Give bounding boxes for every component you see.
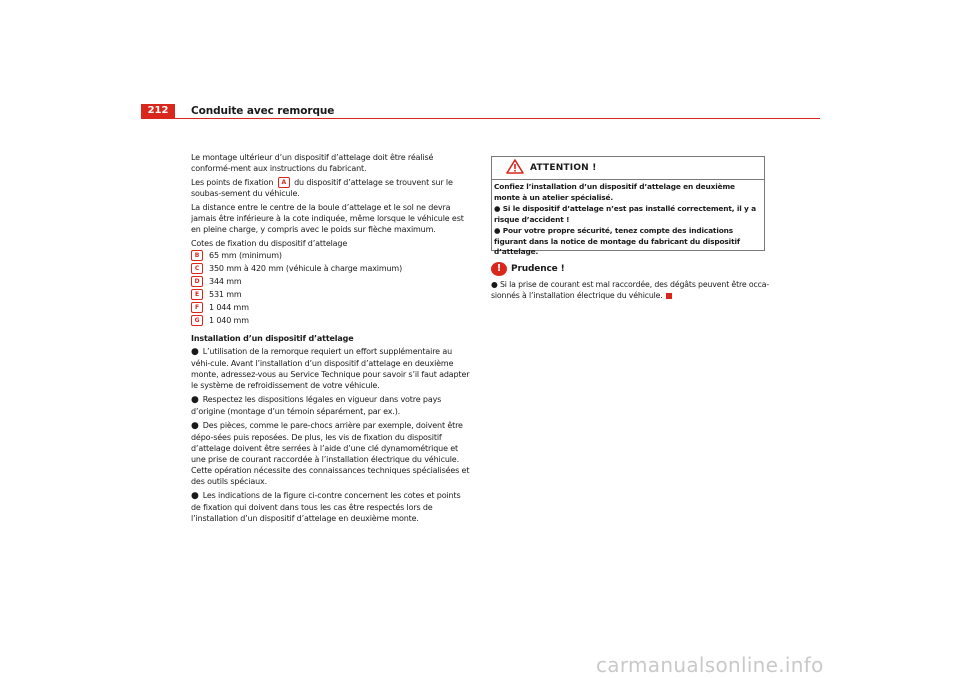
page-number: 212	[141, 104, 175, 118]
callout-a-badge: A	[278, 177, 290, 188]
list-item: E 531 mm	[191, 288, 471, 301]
callout-c-badge: C	[191, 263, 203, 274]
bullet-icon: ●	[494, 226, 503, 235]
list-item: G 1 040 mm	[191, 314, 471, 327]
callout-d-badge: D	[191, 276, 203, 287]
bullet-icon: ●	[191, 491, 199, 501]
attention-line: ● Pour votre propre sécurité, tenez compte des indications figurant dans la notice de montage du fabricant du dispositif d’attelage.	[494, 226, 740, 256]
callout-f-badge: F	[191, 302, 203, 313]
prudence-header	[491, 262, 771, 276]
list-item: F 1 044 mm	[191, 301, 471, 314]
attention-header	[492, 157, 764, 180]
dimensions-list	[191, 249, 471, 327]
bullet-item: ● L’utilisation de la remorque requiert un effort supplémentaire au véhi-cule. Avant l’installation d’un dispositif d’attelage en deuxième monte, adressez-vous au Service Technique pour savoir s’il faut adapter le système de refroidissement de votre véhicule.	[191, 347, 470, 390]
left-column	[191, 152, 471, 527]
dimensions-heading: Cotes de fixation du dispositif d’attelage	[191, 239, 348, 248]
watermark: carmanualsonline.info	[596, 653, 824, 677]
distance-paragraph: La distance entre le centre de la boule d’attelage et le sol ne devra jamais être inférieure à la cote indiquée, même lorsque le véhicule est en pleine charge, y compris avec le poids sur flèche maximum.	[191, 203, 464, 234]
bullet-item: ● Des pièces, comme le pare-chocs arrière par exemple, doivent être dépo-sées puis reposées. De plus, les vis de fixation du dispositif d’attelage doivent être serrées à l’aide d’une clé dynamométrique et une prise de courant raccordée à l’installation électrique du véhicule. Cette opération nécessite des connaissances techniques spécialisées et des outils spéciaux.	[191, 421, 470, 486]
callout-g-badge: G	[191, 315, 203, 326]
intro-paragraph: Le montage ultérieur d’un dispositif d’attelage doit être réalisé conformé-ment aux instructions du fabricant.	[191, 153, 434, 173]
bullet-icon: ●	[191, 347, 199, 357]
end-of-section-icon	[666, 293, 672, 299]
header-divider	[141, 118, 820, 119]
bullet-item: ● Les indications de la figure ci-contre concernent les cotes et points de fixation qui doivent dans tous les cas être respectés lors de l’installation d’un dispositif d’attelage en deuxième monte.	[191, 491, 461, 523]
warning-triangle-icon	[506, 159, 524, 177]
bullet-item: ● Respectez les dispositions légales en vigueur dans votre pays d’origine (montage d’un témoin séparément, par ex.).	[191, 395, 442, 416]
attention-line: Confiez l’installation d’un dispositif d’attelage en deuxième monte à un atelier spécialisé.	[494, 182, 735, 202]
page-title: Conduite avec remorque	[191, 105, 335, 117]
bullet-icon: ●	[191, 421, 199, 431]
bullet-icon: ●	[191, 395, 199, 405]
bullet-icon: ●	[494, 204, 503, 213]
caution-icon: !	[491, 262, 507, 276]
callout-b-badge: B	[191, 250, 203, 261]
prudence-title: Prudence !	[511, 263, 565, 274]
attention-line: ● Si le dispositif d’attelage n’est pas installé correctement, il y a risque d’accident !	[494, 204, 756, 224]
attention-body	[492, 180, 764, 258]
prudence-text: ● Si la prise de courant est mal raccordée, des dégâts peuvent être occa-sionnés à l’installation électrique du véhicule.	[491, 280, 770, 300]
callout-e-badge: E	[191, 289, 203, 300]
attention-box	[491, 156, 765, 256]
fixation-paragraph: Les points de fixation A du dispositif d’attelage se trouvent sur le soubas-sement du véhicule.	[191, 178, 453, 198]
attention-title: ATTENTION !	[530, 163, 597, 173]
section-subheading: Installation d’un dispositif d’attelage	[191, 334, 354, 343]
prudence-section	[491, 262, 771, 301]
list-item: B 65 mm (minimum)	[191, 249, 471, 262]
bullet-icon: ●	[491, 280, 500, 289]
list-item: C 350 mm à 420 mm (véhicule à charge maximum)	[191, 262, 471, 275]
list-item: D 344 mm	[191, 275, 471, 288]
